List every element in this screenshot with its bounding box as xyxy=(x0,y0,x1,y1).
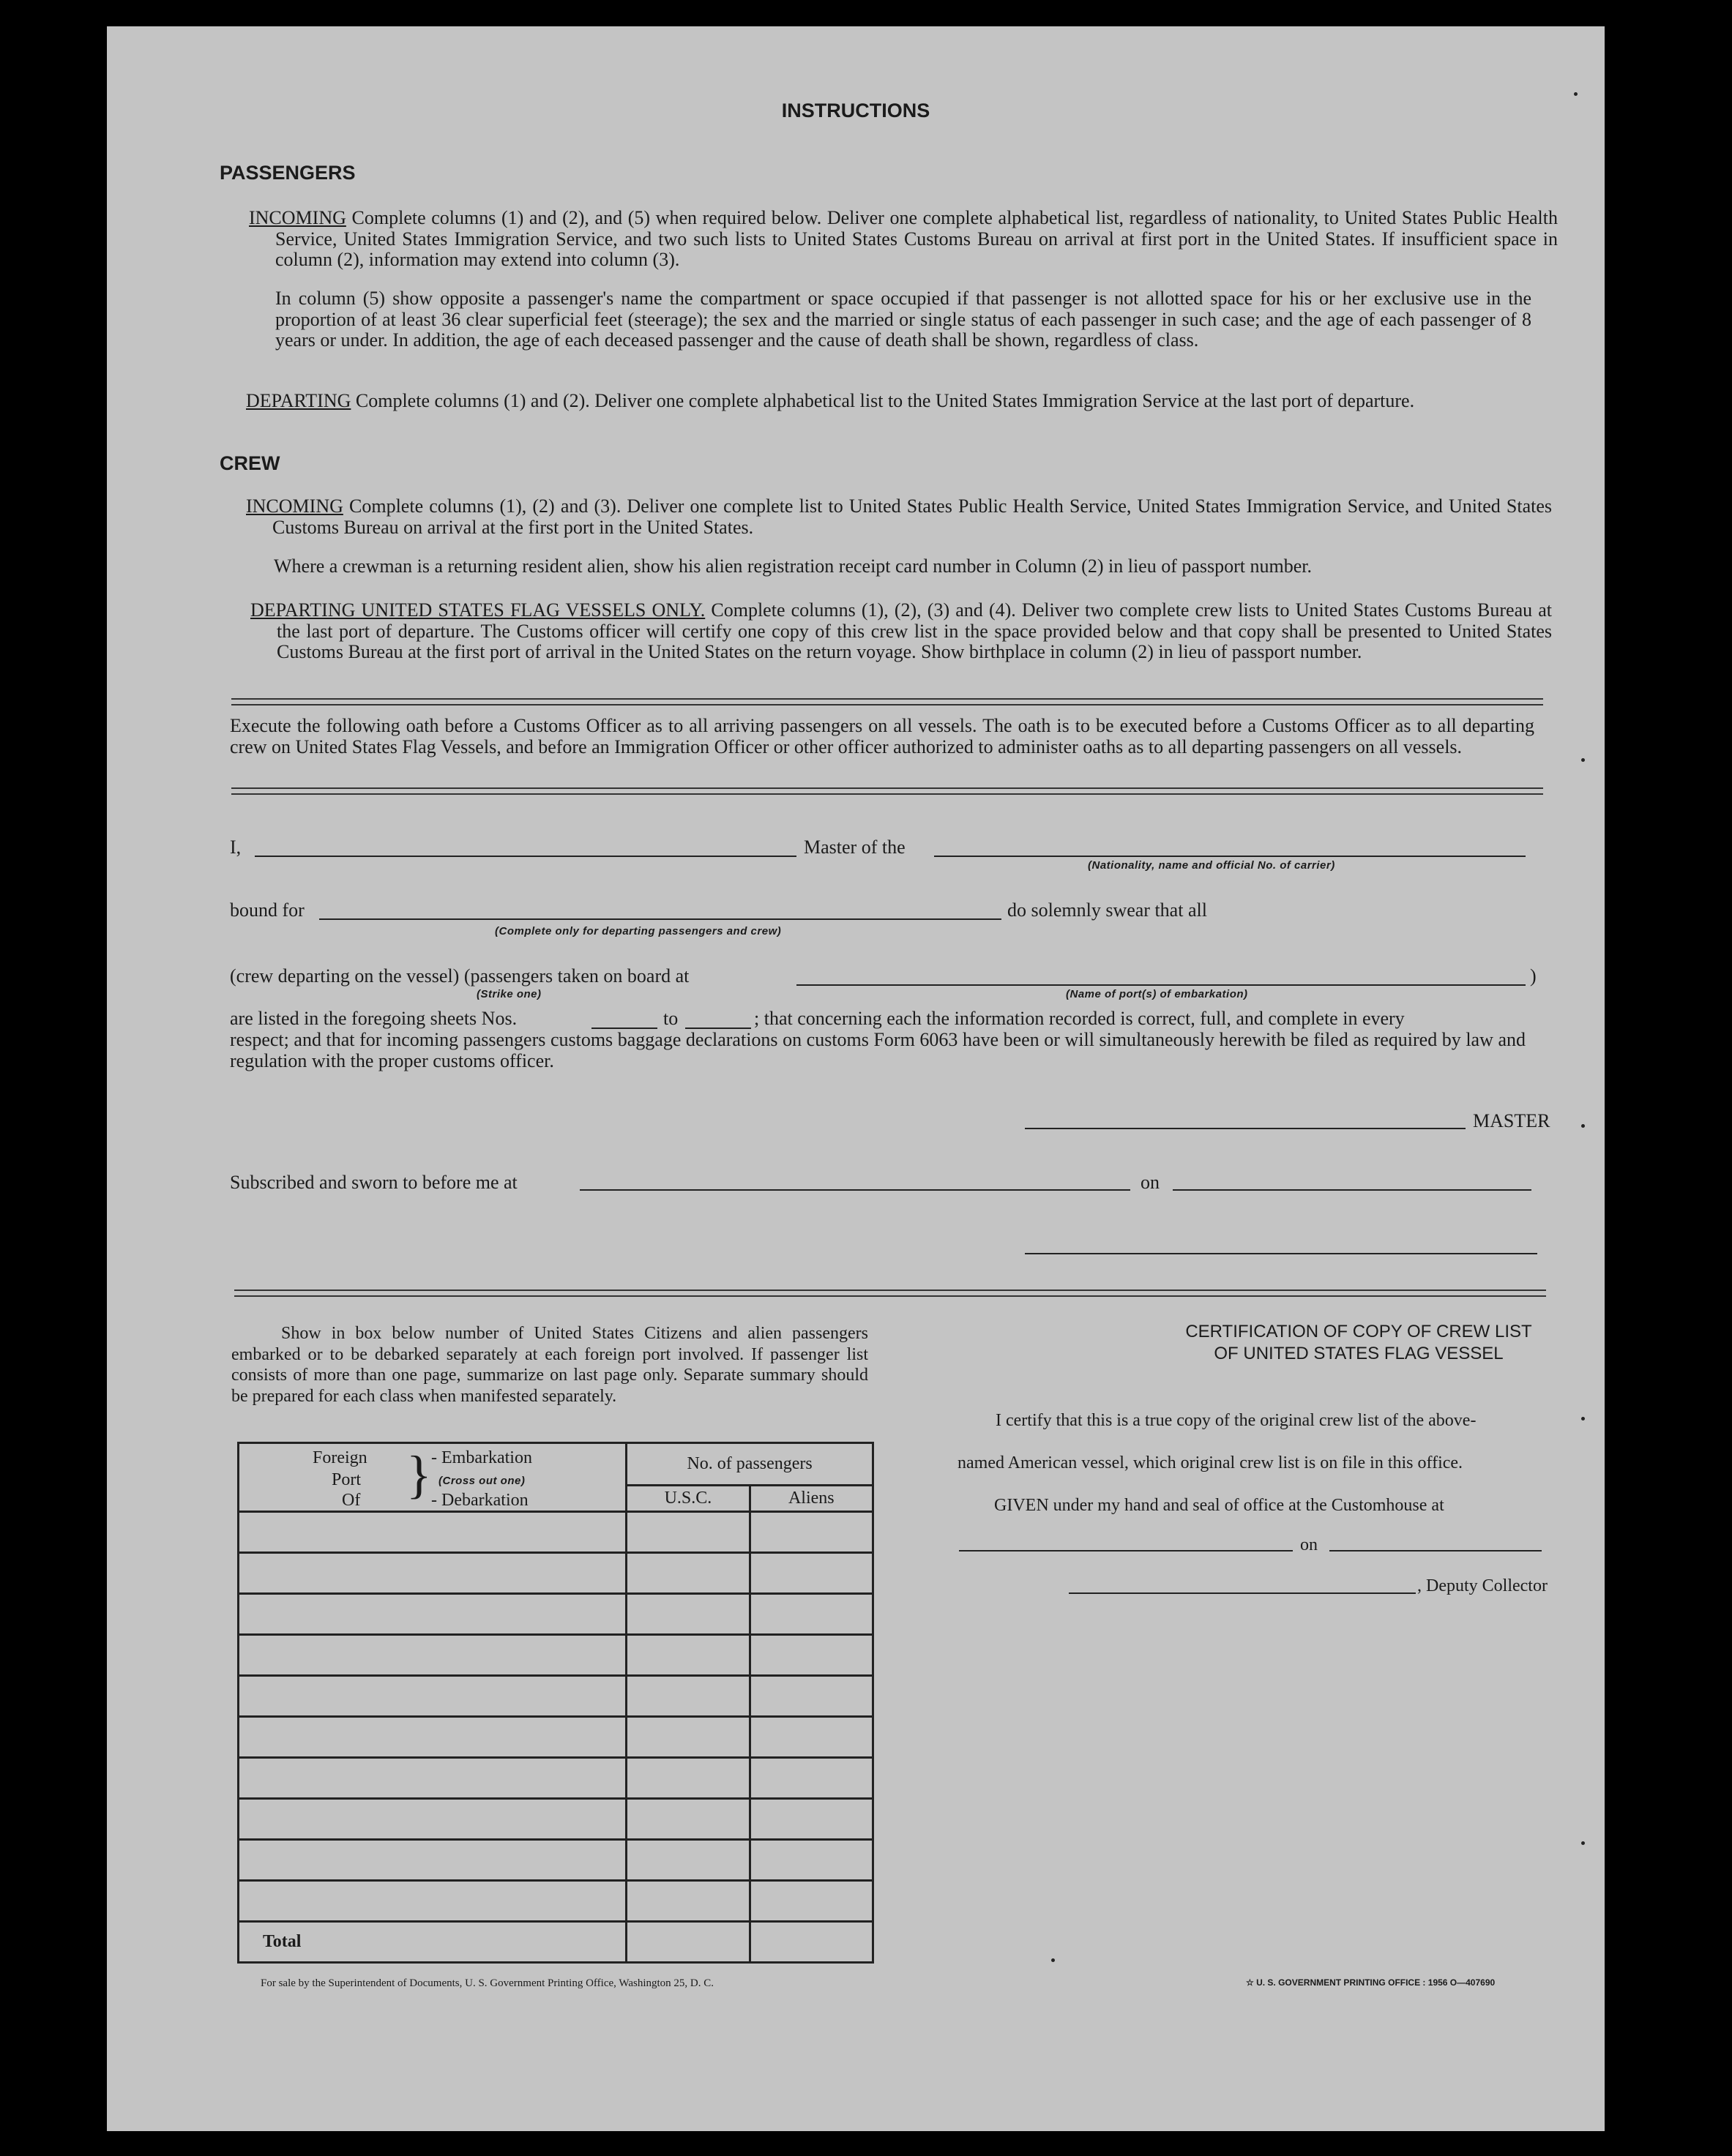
aliens-cell[interactable] xyxy=(750,1635,873,1676)
listed-to: to xyxy=(663,1008,679,1029)
carrier-field[interactable] xyxy=(934,856,1526,857)
port-caption: (Name of port(s) of embarkation) xyxy=(1066,988,1248,1000)
deputy-collector-label: , Deputy Collector xyxy=(1417,1576,1548,1595)
aliens-total-cell[interactable] xyxy=(750,1922,873,1963)
port-cell[interactable] xyxy=(239,1553,627,1594)
crew-heading: CREW xyxy=(220,452,280,474)
port-cell[interactable] xyxy=(239,1717,627,1758)
column5-paragraph: In column (5) show opposite a passenger's name the compartment or space occupied if that passenger is not allotted space for his or her exclusive use in the proportion of at least 36 clear superficial feet (steerage); the sex and the married or single status of each passenger in such case; and the age of each passenger of 8 years or under. In addition, the age of each deceased passenger and the cause of death shall be shown, regardless of class. xyxy=(275,288,1531,351)
respect-paragraph: respect; and that for incoming passengers customs baggage declarations on customs Form 6063 have been or will simultaneously herewith be filed as required by law and regulation with the proper customs officer. xyxy=(230,1029,1526,1071)
carrier-caption: (Nationality, name and official No. of carrier) xyxy=(1088,859,1335,872)
cross-out-caption: (Cross out one) xyxy=(438,1474,526,1487)
master-name-field[interactable] xyxy=(255,856,796,857)
aliens-cell[interactable] xyxy=(750,1758,873,1799)
embarkation-label: - Embarkation xyxy=(431,1448,532,1467)
given-line: GIVEN under my hand and seal of office at the Customhouse at xyxy=(994,1496,1444,1515)
close-paren: ) xyxy=(1530,965,1537,987)
scan-speck xyxy=(1581,1417,1585,1421)
total-label: Total xyxy=(239,1922,627,1963)
port-cell[interactable] xyxy=(239,1635,627,1676)
master-of-label: Master of the xyxy=(804,836,906,858)
scan-speck xyxy=(1574,92,1578,96)
port-cell[interactable] xyxy=(239,1799,627,1840)
certification-on-label: on xyxy=(1300,1535,1318,1554)
aliens-cell[interactable] xyxy=(750,1717,873,1758)
oath-intro: Execute the following oath before a Customs Officer as to all arriving passengers on all vessels. The oath is to be executed before a Customs Officer as to all departing crew on United States Flag Vessels, and before an Immigration Officer or other officer authorized to administer oaths as to all departing passengers on all vessels. xyxy=(230,715,1534,757)
page-title: INSTRUCTIONS xyxy=(781,100,930,121)
crew-resident-paragraph: Where a crewman is a returning resident alien, show his alien registration receipt card number in Column (2) in lieu of passport number. xyxy=(274,555,1313,577)
usc-cell[interactable] xyxy=(627,1512,750,1553)
subscribed-place-field[interactable] xyxy=(580,1189,1130,1191)
passengers-incoming-label: INCOMING xyxy=(249,207,346,228)
passengers-departing-text: Complete columns (1) and (2). Deliver one complete alphabetical list to the United States Immigration Service at the last port of departure. xyxy=(355,390,1415,411)
port-cell[interactable] xyxy=(239,1676,627,1717)
usc-header: U.S.C. xyxy=(627,1486,750,1512)
port-header-cell xyxy=(239,1443,627,1512)
section-divider xyxy=(234,1290,1546,1297)
oath-i-label: I, xyxy=(230,836,242,858)
sheet-from-field[interactable] xyxy=(591,1008,657,1029)
certify-line-1: I certify that this is a true copy of the original crew list of the above- xyxy=(996,1411,1477,1430)
officer-signature-field[interactable] xyxy=(1025,1253,1537,1254)
crew-incoming-text: Complete columns (1), (2) and (3). Deliver one complete list to United States Public Health Service, United States Immigration Service, and United States Customs Bureau on arrival at the first port in the United States. xyxy=(272,495,1552,538)
scan-speck xyxy=(1051,1958,1055,1962)
bound-for-field[interactable] xyxy=(319,918,1001,920)
foreign-label: Foreign xyxy=(313,1448,367,1467)
crew-incoming-label: INCOMING xyxy=(246,495,343,517)
port-cell[interactable] xyxy=(239,1594,627,1635)
aliens-cell[interactable] xyxy=(750,1594,873,1635)
listed-text-b: ; that concerning each the information recorded is correct, full, and complete in every xyxy=(754,1008,1405,1029)
crew-departing-label: DEPARTING UNITED STATES FLAG VESSELS ONLY. xyxy=(250,599,706,621)
customhouse-field[interactable] xyxy=(959,1550,1293,1552)
scan-speck xyxy=(1581,758,1585,762)
port-cell[interactable] xyxy=(239,1840,627,1881)
crew-departing-text: Complete columns (1), (2), (3) and (4). Deliver two complete crew lists to United States Customs Bureau at the last port of departure. The Customs officer will certify one copy of this crew list in the space provided below and that copy shall be presented to United States Customs Bureau at the first port of arrival in the United States on the return voyage. Show birthplace in column (2) in lieu of passport number. xyxy=(277,599,1553,662)
passengers-heading: PASSENGERS xyxy=(220,162,356,184)
aliens-cell[interactable] xyxy=(750,1512,873,1553)
listed-text-a: are listed in the foregoing sheets Nos. xyxy=(230,1008,518,1029)
footer-right: ☆ U. S. GOVERNMENT PRINTING OFFICE : 1956 O—407690 xyxy=(1246,1977,1496,1988)
section-divider xyxy=(231,698,1543,705)
section-divider xyxy=(231,787,1543,795)
aliens-cell[interactable] xyxy=(750,1799,873,1840)
certification-title-2: OF UNITED STATES FLAG VESSEL xyxy=(1214,1344,1504,1363)
aliens-cell[interactable] xyxy=(750,1881,873,1922)
strike-caption: (Strike one) xyxy=(477,988,542,1000)
port-cell[interactable] xyxy=(239,1881,627,1922)
scan-speck xyxy=(1581,1124,1585,1128)
bound-caption: (Complete only for departing passengers and crew) xyxy=(495,925,782,937)
swear-label: do solemnly swear that all xyxy=(1007,899,1207,921)
certification-title-1: CERTIFICATION OF COPY OF CREW LIST xyxy=(1185,1322,1532,1341)
subscribed-label: Subscribed and sworn to before me at xyxy=(230,1172,518,1193)
port-cell[interactable] xyxy=(239,1512,627,1553)
listed-line xyxy=(230,1008,1405,1030)
aliens-cell[interactable] xyxy=(750,1840,873,1881)
usc-cell[interactable] xyxy=(627,1717,750,1758)
form-page xyxy=(107,26,1605,2131)
passengers-departing-label: DEPARTING xyxy=(246,390,351,411)
debarkation-label: - Debarkation xyxy=(431,1490,529,1510)
footer-left: For sale by the Superintendent of Documents, U. S. Government Printing Office, Washington 25, D. C. xyxy=(261,1977,714,1989)
usc-cell[interactable] xyxy=(627,1676,750,1717)
summary-instructions: Show in box below number of United States Citizens and alien passengers embarked or to be debarked separately at each foreign port involved. If passenger list consists of more than one page, summarize on last page only. Separate summary should be prepared for each class when manifested separately. xyxy=(231,1324,868,1406)
no-passengers-header: No. of passengers xyxy=(627,1443,873,1486)
usc-cell[interactable] xyxy=(627,1553,750,1594)
usc-total-cell[interactable] xyxy=(627,1922,750,1963)
bound-for-label: bound for xyxy=(230,899,305,921)
passengers-incoming-paragraph xyxy=(249,208,1558,271)
passenger-summary-table xyxy=(237,1442,874,1964)
of-label: Of xyxy=(342,1490,361,1510)
scan-speck xyxy=(1581,1841,1585,1845)
usc-cell[interactable] xyxy=(627,1635,750,1676)
aliens-header: Aliens xyxy=(750,1486,873,1512)
aliens-cell[interactable] xyxy=(750,1676,873,1717)
master-signature-field[interactable] xyxy=(1025,1128,1466,1129)
crew-incoming-paragraph xyxy=(246,496,1552,538)
usc-cell[interactable] xyxy=(627,1881,750,1922)
subscribed-on-label: on xyxy=(1141,1172,1160,1193)
certification-date-field[interactable] xyxy=(1329,1550,1542,1552)
sheet-to-field[interactable] xyxy=(685,1008,751,1029)
usc-cell[interactable] xyxy=(627,1799,750,1840)
certify-line-2: named American vessel, which original crew list is on file in this office. xyxy=(958,1453,1463,1472)
passengers-incoming-text: Complete columns (1) and (2), and (5) when required below. Deliver one complete alphabetical list, regardless of nationality, to United States Public Health Service, United States Immigration Service, and two such lists to United States Customs Bureau on arrival at first port in the United States. If insufficient space in column (2), information may extend into column (3). xyxy=(275,207,1559,270)
crew-departing-paragraph xyxy=(250,600,1552,663)
usc-cell[interactable] xyxy=(627,1758,750,1799)
aliens-cell[interactable] xyxy=(750,1553,873,1594)
passengers-departing-paragraph xyxy=(246,391,1558,412)
deputy-signature-field[interactable] xyxy=(1069,1592,1416,1594)
master-label: MASTER xyxy=(1473,1110,1550,1131)
usc-cell[interactable] xyxy=(627,1840,750,1881)
brace-icon: } xyxy=(406,1445,432,1504)
subscribed-date-field[interactable] xyxy=(1173,1189,1531,1191)
usc-cell[interactable] xyxy=(627,1594,750,1635)
port-cell[interactable] xyxy=(239,1758,627,1799)
port-label: Port xyxy=(332,1470,362,1489)
embarkation-port-field[interactable] xyxy=(796,984,1526,986)
crew-passengers-label: (crew departing on the vessel) (passengers taken on board at xyxy=(230,965,690,987)
